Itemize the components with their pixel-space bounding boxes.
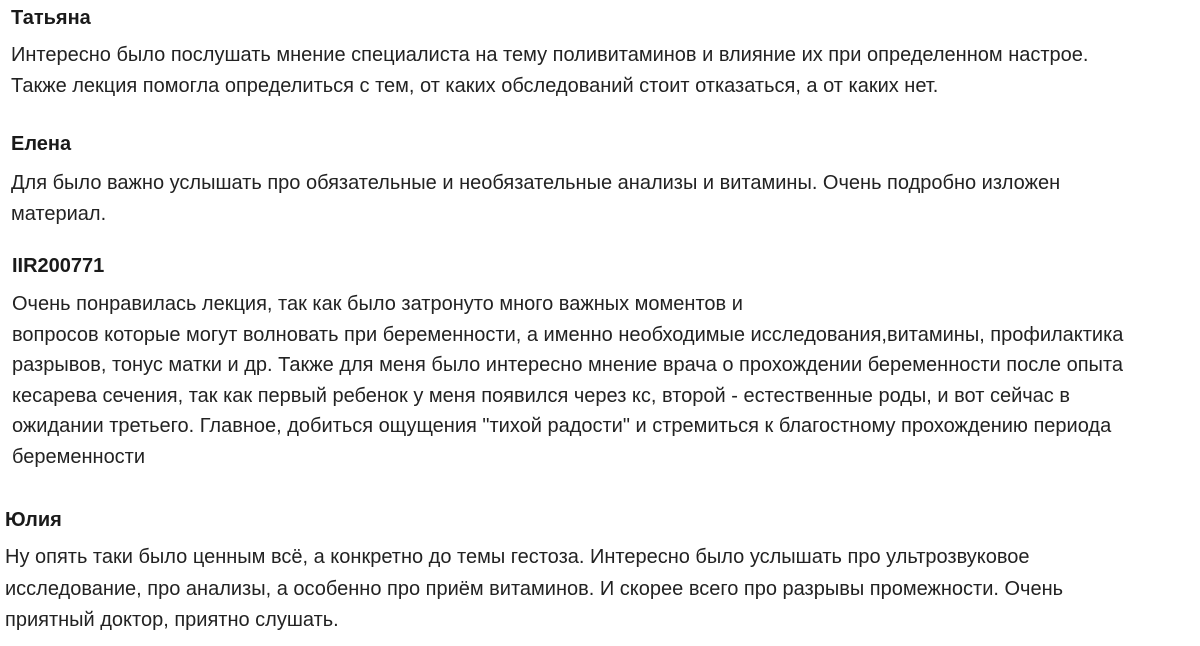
review-text-line: вопросов которые могут волновать при беременности, а именно необходимые исследования,витамины, профилактика: [12, 323, 1124, 346]
review-text-line: материал.: [11, 203, 107, 225]
review-text-line: приятный доктор, приятно слушать.: [5, 609, 339, 631]
review-text-line: исследование, про анализы, а особенно про приём витаминов. И скорее всего про разрывы промежности. Очень: [5, 577, 1064, 600]
review-text-line: кесарева сечения, так как первый ребенок у меня появился через кс, второй - естественные роды, и вот сейчас в: [12, 384, 1070, 407]
review-text-line: Очень понравилась лекция, так как было затронуто много важных моментов и: [12, 293, 743, 315]
review-author: IIR200771: [12, 255, 105, 277]
review-item: [11, 132, 1200, 230]
review-text-line: Также лекция помогла определиться с тем, от каких обследований стоит отказаться, а от каких нет.: [11, 75, 939, 97]
review-text-line: беременности: [12, 445, 146, 468]
review-author: Елена: [11, 133, 72, 155]
review-item: [12, 254, 1200, 472]
review-text-line: Интересно было послушать мнение специалиста на тему поливитаминов и влияние их при определенном настрое.: [11, 44, 1089, 66]
review-text: [12, 289, 1200, 472]
review-author: Татьяна: [11, 7, 91, 29]
review-text: [11, 40, 1200, 102]
review-text: [5, 542, 1195, 637]
review-author: Юлия: [5, 509, 62, 531]
review-item: [5, 508, 1195, 637]
review-text-line: Ну опять таки было ценным всё, а конкретно до темы гестоза. Интересно было услышать про ультрозвуковое: [5, 546, 1030, 568]
review-text-line: разрывов, тонус матки и др. Также для меня было интересно мнение врача о прохождении беременности после опыта: [12, 354, 1123, 376]
review-text-line: ожидании третьего. Главное, добиться ощущения "тихой радости" и стремиться к благостному прохождению периода: [12, 415, 1112, 437]
review-item: [11, 6, 1200, 102]
review-text: [11, 168, 1200, 230]
review-text-line: Для было важно услышать про обязательные и необязательные анализы и витамины. Очень подробно изложен: [11, 172, 1061, 194]
